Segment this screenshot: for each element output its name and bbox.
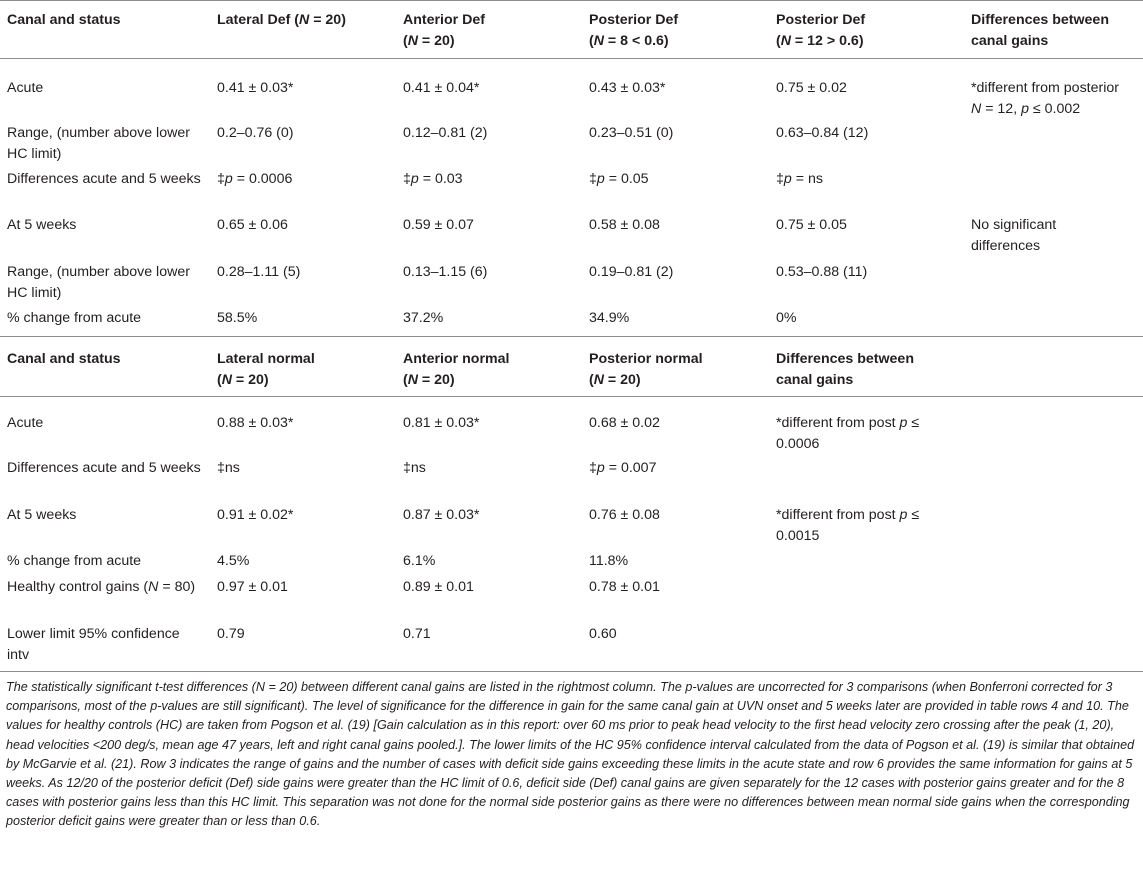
- normal-header-row: [0, 336, 1143, 396]
- cell-differences: *different from post p ≤ 0.0006: [776, 414, 920, 452]
- row-label: Range, (number above lower HC limit): [7, 125, 190, 162]
- header-canal-status: Canal and status: [7, 12, 121, 28]
- cell: ‡p = 0.007: [589, 459, 657, 476]
- cell: 0.13–1.15 (6): [403, 264, 488, 280]
- reference-link[interactable]: (19): [347, 718, 370, 733]
- reference-link[interactable]: 20: [1092, 718, 1107, 733]
- table-row: [0, 259, 1143, 305]
- cell: 0.19–0.81 (2): [589, 264, 674, 280]
- table-row: [0, 305, 1143, 336]
- table-row: [0, 455, 1143, 502]
- cell: 0.23–0.51 (0): [589, 125, 674, 141]
- table-row: [0, 621, 1143, 672]
- cell: 0.12–0.81 (2): [403, 125, 488, 141]
- cell: 0.75 ± 0.05: [776, 217, 847, 233]
- cell: 0.89 ± 0.01: [403, 578, 474, 595]
- cell: 0.71: [403, 625, 431, 642]
- cell: [769, 574, 964, 621]
- cell: [769, 548, 964, 574]
- table-row: [0, 59, 1143, 121]
- cell: 0.43 ± 0.03*: [589, 80, 666, 96]
- cell: 0.60: [589, 625, 617, 642]
- cell: 0.88 ± 0.03*: [217, 414, 294, 431]
- cell: 0.53–0.88 (11): [776, 264, 868, 280]
- table-row: [0, 120, 1143, 166]
- cell: 6.1%: [403, 552, 436, 569]
- cell: 0.28–1.11 (5): [217, 264, 301, 280]
- header-lateral-normal: Lateral normal (N = 20): [217, 350, 315, 388]
- row-label: Lower limit 95% confidence intv: [7, 625, 180, 663]
- row-label: At 5 weeks: [7, 217, 77, 233]
- table-row: [0, 548, 1143, 574]
- table-row: [0, 574, 1143, 621]
- row-label: Acute: [7, 414, 44, 431]
- cell: ‡p = 0.03: [403, 171, 463, 187]
- cell: 37.2%: [403, 310, 444, 326]
- header-anterior-normal: Anterior normal (N = 20): [403, 350, 510, 388]
- cell: 0.79: [217, 625, 245, 642]
- cell: 0.59 ± 0.07: [403, 217, 474, 233]
- cell: [964, 259, 1143, 305]
- cell-differences: *different from posterior N = 12, p ≤ 0.002: [971, 80, 1119, 117]
- cell: 34.9%: [589, 310, 630, 326]
- reference-link[interactable]: (21): [110, 756, 134, 771]
- reference-link[interactable]: 1: [1078, 718, 1086, 733]
- cell: 11.8%: [589, 552, 629, 569]
- header-posterior-def-high: Posterior Def (N = 12 > 0.6): [776, 12, 866, 49]
- cell: 0.65 ± 0.06: [217, 217, 288, 233]
- cell: 4.5%: [217, 552, 250, 569]
- cell-differences: *different from post p ≤ 0.0015: [776, 506, 920, 544]
- row-label: Range, (number above lower HC limit): [7, 264, 190, 301]
- cell: 0.91 ± 0.02*: [217, 506, 294, 523]
- cell: 0.2–0.76 (0): [217, 125, 294, 141]
- header-canal-status-normal: Canal and status: [7, 350, 121, 367]
- cell: 0%: [776, 310, 797, 326]
- row-label: At 5 weeks: [7, 506, 77, 523]
- cell: 0.97 ± 0.01: [217, 578, 288, 595]
- cell: 0.75 ± 0.02: [776, 80, 847, 96]
- row-label: Differences acute and 5 weeks: [7, 171, 201, 187]
- header-anterior-def: Anterior Def (N = 20): [403, 12, 485, 49]
- header-differences-normal: Differences between canal gains: [776, 350, 914, 388]
- cell: 0.41 ± 0.04*: [403, 80, 480, 96]
- cell: 0.87 ± 0.03*: [403, 506, 480, 523]
- cell-empty: [964, 574, 1143, 621]
- row-label: Differences acute and 5 weeks: [7, 459, 201, 476]
- cell: ‡p = 0.0006: [217, 171, 293, 187]
- table-row: [0, 166, 1143, 212]
- header-lateral-def: Lateral Def (N = 20): [217, 12, 346, 28]
- row-label: Healthy control gains (N = 80): [7, 578, 196, 595]
- cell: ‡ns: [403, 459, 426, 476]
- header-posterior-def-low: Posterior Def (N = 8 < 0.6): [589, 12, 679, 49]
- cell-empty: [964, 396, 1143, 455]
- cell: [769, 455, 964, 502]
- cell: 0.78 ± 0.01: [589, 578, 660, 595]
- cell: [769, 621, 964, 672]
- table-footnote: The statistically significant t-test differences (N = 20) between different canal gains are listed in the rightmost column. The p-values are uncorrected for 3 comparisons (when Bonferroni corrected for 3 comparisons, most of the p-values are still significant). The level of significance for the difference in gain for the same canal gain at UVN onset and 5 weeks later are provided in table rows 4 and 10. The values for healthy controls (HC) are taken from Pogson et al. (19) [Gain calculation as in this report: over 60 ms prior to peak head velocity to the first head velocity zero crossing after the peak (1, 20), head velocities <200 deg/s, mean age 47 years, left and right canal gains pooled.]. The lower limits of the HC 95% confidence interval calculated from the data of Pogson et al. (19) is similar that obtained by McGarvie et al. (21). Row 3 indicates the range of gains and the number of cases with deficit side gains exceeding these limits in the acute state and row 6 provides the same information for gains at 5 weeks. As 12/20 of the posterior deficit (Def) side gains were greater than the HC limit of 0.6, deficit side (Def) canal gains are given separately for the 12 cases with posterior gains greater and for the 8 cases with posterior gains less than this HC limit. This separation was not done for the normal side posterior gains as there were no differences between mean normal side gains when the corresponding posterior deficit gains were greater than or less than 0.6.: [6, 680, 1135, 829]
- deficit-header-row: [0, 1, 1143, 59]
- cell-empty: [964, 548, 1143, 574]
- table-row: [0, 502, 1143, 548]
- row-label: Acute: [7, 80, 44, 96]
- cell: ‡ns: [217, 459, 240, 476]
- table-row: [0, 396, 1143, 455]
- row-label: % change from acute: [7, 310, 142, 326]
- reference-link[interactable]: (19): [982, 737, 1006, 752]
- table-row: [0, 212, 1143, 259]
- cell: 0.63–0.84 (12): [776, 125, 869, 141]
- header-posterior-normal: Posterior normal (N = 20): [589, 350, 703, 388]
- cell: [964, 120, 1143, 166]
- cell: 0.76 ± 0.08: [589, 506, 660, 523]
- cell-empty: [964, 455, 1143, 502]
- cell: 0.58 ± 0.08: [589, 217, 660, 233]
- header-empty: [964, 336, 1143, 396]
- cell: ‡p = ns: [776, 171, 823, 187]
- cell: 0.68 ± 0.02: [589, 414, 660, 431]
- cell: [964, 166, 1143, 212]
- cell: [964, 305, 1143, 336]
- cell: 0.81 ± 0.03*: [403, 414, 480, 431]
- cell-empty: [964, 502, 1143, 548]
- cell: 58.5%: [217, 310, 258, 326]
- header-differences: Differences between canal gains: [971, 12, 1109, 49]
- cell: No significant differences: [971, 217, 1057, 254]
- row-label: % change from acute: [7, 552, 142, 569]
- cell-empty: [964, 621, 1143, 672]
- cell: 0.41 ± 0.03*: [217, 80, 294, 96]
- cell: ‡p = 0.05: [589, 171, 649, 187]
